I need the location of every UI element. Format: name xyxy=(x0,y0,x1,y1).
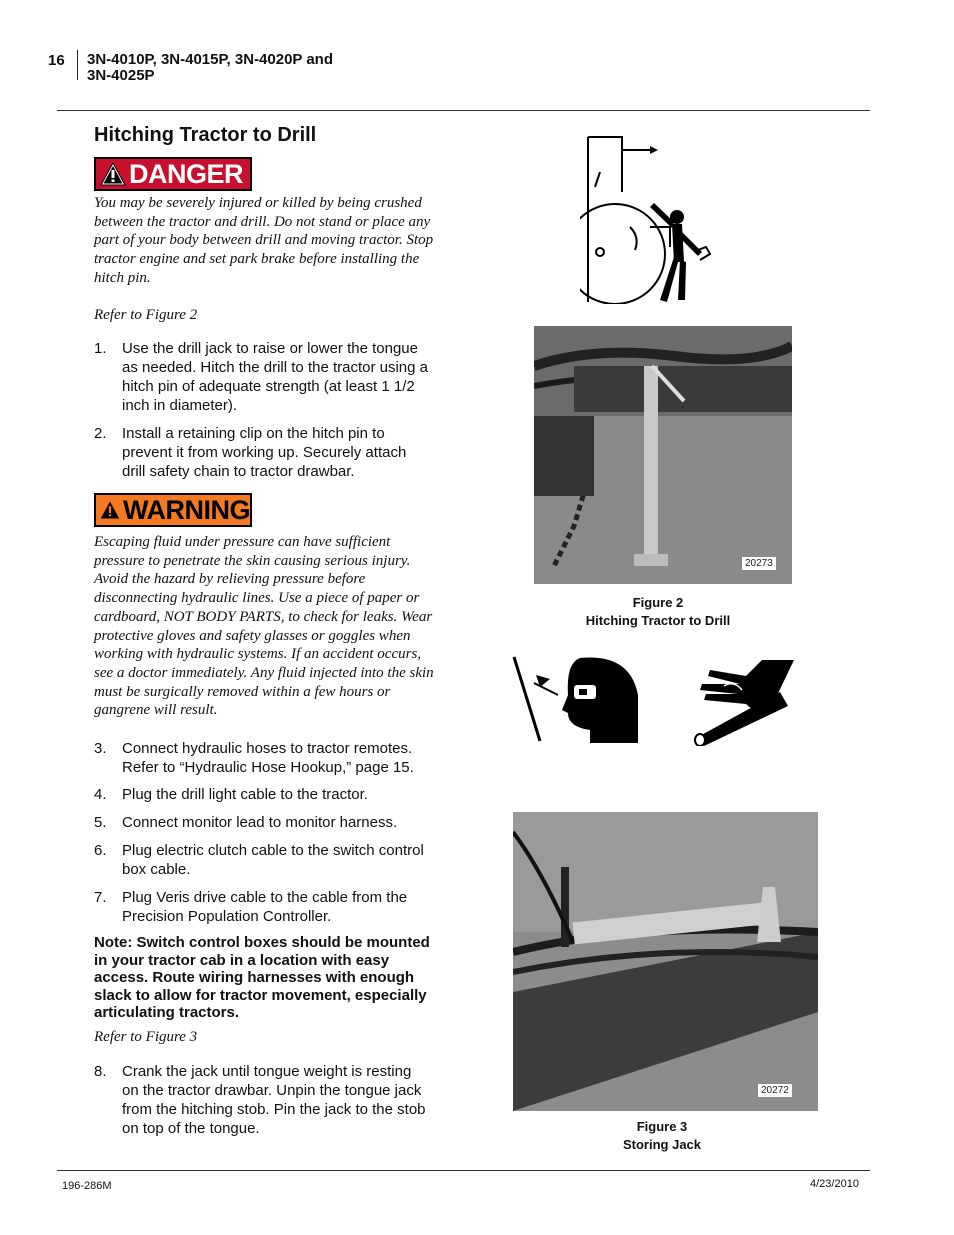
figure-3-id: 20272 xyxy=(758,1084,792,1097)
jack-storage-image xyxy=(513,812,818,1111)
list-item xyxy=(94,813,434,833)
step-number: 5. xyxy=(94,814,107,831)
step-text: Use the drill jack to raise or lower the tongue as needed. Hitch the drill to the tractor using a hitch pin of adequate strength (at least 1 1/2 inch in diameter). xyxy=(122,340,429,414)
crush-hazard-pictogram xyxy=(580,132,720,304)
figure-3-photo xyxy=(513,812,818,1111)
section-title: Hitching Tractor to Drill xyxy=(94,124,317,146)
step-number: 8. xyxy=(94,1063,107,1080)
eye-protection-pictogram xyxy=(510,655,644,745)
model-title-line2: 3N-4025P xyxy=(87,67,155,84)
model-title xyxy=(87,52,407,84)
figure-2-caption xyxy=(534,594,782,630)
list-item xyxy=(94,424,434,484)
step-text: Connect monitor lead to monitor harness. xyxy=(122,814,398,831)
step-text: Plug the drill light cable to the tractor. xyxy=(122,786,368,803)
step-text: Install a retaining clip on the hitch pin to prevent it from working up. Securely attach drill safety chain to tractor drawbar. xyxy=(122,425,407,480)
list-item xyxy=(94,739,434,779)
danger-label: DANGER xyxy=(129,158,244,189)
figure-3-title: Storing Jack xyxy=(622,1137,702,1152)
figure-3-caption xyxy=(513,1118,811,1154)
footer-rule xyxy=(57,1170,870,1171)
list-item xyxy=(94,1062,434,1142)
danger-sign xyxy=(94,157,252,191)
hand-injection-pictogram xyxy=(694,660,794,746)
step-number: 1. xyxy=(94,340,107,357)
header-divider xyxy=(77,50,78,80)
list-item xyxy=(94,785,434,805)
warning-sign xyxy=(94,493,252,527)
refer-figure-3: Refer to Figure 3 xyxy=(94,1029,198,1045)
page-number: 16 xyxy=(48,52,65,69)
list-item xyxy=(94,339,434,419)
warning-triangle-icon xyxy=(100,498,120,522)
step-number: 6. xyxy=(94,842,107,859)
step-number: 2. xyxy=(94,425,107,442)
doc-number: 196-286M xyxy=(62,1180,112,1192)
danger-text: You may be severely injured or killed by being crushed between the tractor and drill. Do not stand or place any part of your body between drill and moving tractor. Stop tractor engine and set park brake before installing the hitch pin. xyxy=(94,195,434,286)
step-number: 7. xyxy=(94,889,107,906)
step-number: 4. xyxy=(94,786,107,803)
header-rule xyxy=(57,110,870,111)
step-text: Plug Veris drive cable to the cable from the Precision Population Controller. xyxy=(122,889,408,925)
step-number: 3. xyxy=(94,740,107,757)
warning-text: Escaping fluid under pressure can have sufficient pressure to penetrate the skin causing serious injury. Avoid the hazard by relieving pressure before disconnecting hydraulic lines. Use a piece of paper or cardboard, NOT BODY PARTS, to check for leaks. Wear protective gloves and safety glasses or goggles when working with hydraulic systems. If an accident occurs, see a doctor immediately. Any fluid injected into the skin must be surgically removed within a few hours or gangrene will result. xyxy=(94,534,434,719)
figure-2-id: 20273 xyxy=(742,557,776,570)
step-text: Plug electric clutch cable to the switch control box cable. xyxy=(122,842,424,878)
refer-figure-2: Refer to Figure 2 xyxy=(94,307,198,323)
list-item xyxy=(94,841,434,881)
figure-2-title: Hitching Tractor to Drill xyxy=(585,613,731,628)
model-title-line1: 3N-4010P, 3N-4015P, 3N-4020P and xyxy=(87,51,333,68)
warning-label: WARNING xyxy=(123,494,250,525)
note-text: Note: Switch control boxes should be mounted in your tractor cab in a location with easy access. Route wiring harnesses with enough slack to allow for tractor movement, especially articulating tractors. xyxy=(94,934,430,1021)
jack-hitch-image xyxy=(534,326,792,584)
figure-2-photo xyxy=(534,326,792,584)
figure-3-number: Figure 3 xyxy=(636,1119,688,1134)
list-item xyxy=(94,888,434,928)
warning-triangle-icon xyxy=(100,162,126,186)
figure-2-number: Figure 2 xyxy=(632,595,684,610)
step-text: Crank the jack until tongue weight is resting on the tractor drawbar. Unpin the tongue jack from the hitching stob. Pin the jack to the stob on top of the tongue. xyxy=(122,1063,426,1137)
doc-date: 4/23/2010 xyxy=(810,1178,859,1190)
step-text: Connect hydraulic hoses to tractor remotes. Refer to “Hydraulic Hose Hookup,” page 15. xyxy=(122,740,414,776)
